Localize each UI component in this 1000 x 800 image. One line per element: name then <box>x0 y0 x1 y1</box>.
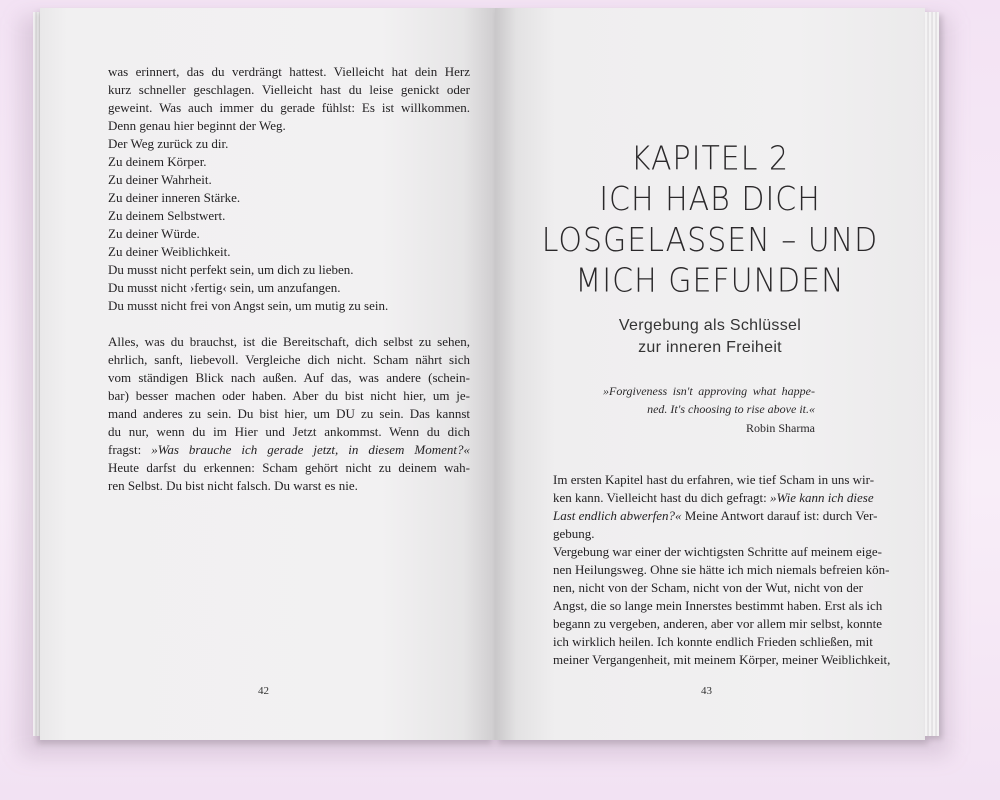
text-line: Angst, die so lange mein Innerstes bestimmt haben. Erst als ich <box>553 598 883 613</box>
text-line: begann zu vergeben, anderen, aber vor allem mir selbst, konnte <box>553 616 882 631</box>
text-line: vom ständigen Blick nach außen. Auf das, was andere (schein- <box>108 370 470 385</box>
text-line: Zu deinem Körper. <box>108 154 207 169</box>
text-line: nen Heilungsweg. Ohne sie hätte ich mich niemals befreien kön- <box>553 562 890 577</box>
text-line: Der Weg zurück zu dir. <box>108 136 229 151</box>
chapter-title-line: LOSGELASSEN – UND <box>541 221 879 260</box>
page-number-right: 43 <box>701 685 712 697</box>
text-line: gebung. <box>553 526 595 541</box>
paragraph-2 <box>553 543 891 669</box>
text-line: ehrlich, sanft, liebevoll. Vergleiche dich nicht. Scham nährt sich <box>108 352 470 367</box>
text-line: du nur, wenn du im Hier und Jetzt ankommst. Wenn du dich <box>108 424 470 439</box>
text-line: fragst: »Was brauche ich gerade jetzt, in diesem Moment?« <box>108 442 470 457</box>
page-edges-right <box>925 12 939 736</box>
epigraph-quote: »Forgiveness isn't approving what happe- ned. It's choosing to rise above it.« <box>603 384 815 416</box>
page-number-left: 42 <box>258 685 269 697</box>
text-line: Last endlich abwerfen?« Meine Antwort darauf ist: durch Ver- <box>553 508 878 523</box>
paragraph-2 <box>108 333 470 441</box>
subtitle-line: zur inneren Freiheit <box>638 339 782 356</box>
left-page <box>40 8 495 740</box>
right-page-text <box>553 471 891 669</box>
chapter-subtitle <box>495 315 925 359</box>
text-line: Heute darfst du erkennen: Scham gehört nicht zu deinem wah- <box>108 460 470 475</box>
paragraph-2-end <box>108 459 470 495</box>
text-line: kurz schneller geschlagen. Vielleicht hast du leise genickt oder <box>108 82 470 97</box>
text-line: nen, nicht von der Scham, nicht von der Wut, nicht von der <box>553 580 863 595</box>
text-line: ren Selbst. Du bist nicht falsch. Du warst es nie. <box>108 478 358 493</box>
text-line: was erinnert, das du verdrängt hattest. Vielleicht hat dein Herz <box>108 64 470 79</box>
text-line: mand anderes zu sein. Du bist hier, um DU zu sein. Das kannst <box>108 406 470 421</box>
text-line: Du musst nicht frei von Angst sein, um mutig zu sein. <box>108 298 389 313</box>
text-line: Denn genau hier beginnt der Weg. <box>108 118 286 133</box>
text-line: ich wirklich heilen. Ich konnte endlich Frieden schließen, mit <box>553 634 873 649</box>
text-line: Im ersten Kapitel hast du erfahren, wie tief Scham in uns wir- <box>553 472 875 487</box>
text-line: Du musst nicht perfekt sein, um dich zu lieben. <box>108 262 354 277</box>
paragraph-1 <box>108 63 470 315</box>
text-line: meiner Vergangenheit, mit meinem Körper, meiner Weiblichkeit, <box>553 652 891 667</box>
text-line: bar) besser machen oder haben. Aber du bist nicht hier, um je- <box>108 388 470 403</box>
text-line: Vergebung war einer der wichtigsten Schritte auf meinem eige- <box>553 544 882 559</box>
text-line: geweint. Was auch immer du gerade fühlst: Es ist willkommen. <box>108 100 470 115</box>
epigraph-author: Robin Sharma <box>746 421 815 435</box>
text-line: ken kann. Vielleicht hast du dich gefragt: »Wie kann ich diese <box>553 490 874 505</box>
chapter-title-line: MICH GEFUNDEN <box>575 261 845 301</box>
text-line: Zu deinem Selbstwert. <box>108 208 226 223</box>
text-line: Zu deiner Würde. <box>108 226 200 241</box>
left-page-text <box>108 63 470 495</box>
chapter-title-line: ICH HAB DICH <box>599 180 821 219</box>
chapter-title <box>495 139 925 302</box>
chapter-title-line: KAPITEL 2 <box>630 139 790 179</box>
right-page <box>495 8 925 740</box>
subtitle-line: Vergebung als Schlüssel <box>618 317 802 334</box>
text-line: Zu deiner inneren Stärke. <box>108 190 241 205</box>
text-line: Du musst nicht ›fertig‹ sein, um anzufangen. <box>108 280 341 295</box>
text-line: Zu deiner Wahrheit. <box>108 172 212 187</box>
text-line: Zu deiner Weiblichkeit. <box>108 244 231 259</box>
text-line: Alles, was du brauchst, ist die Bereitschaft, dich selbst zu sehen, <box>108 334 470 349</box>
